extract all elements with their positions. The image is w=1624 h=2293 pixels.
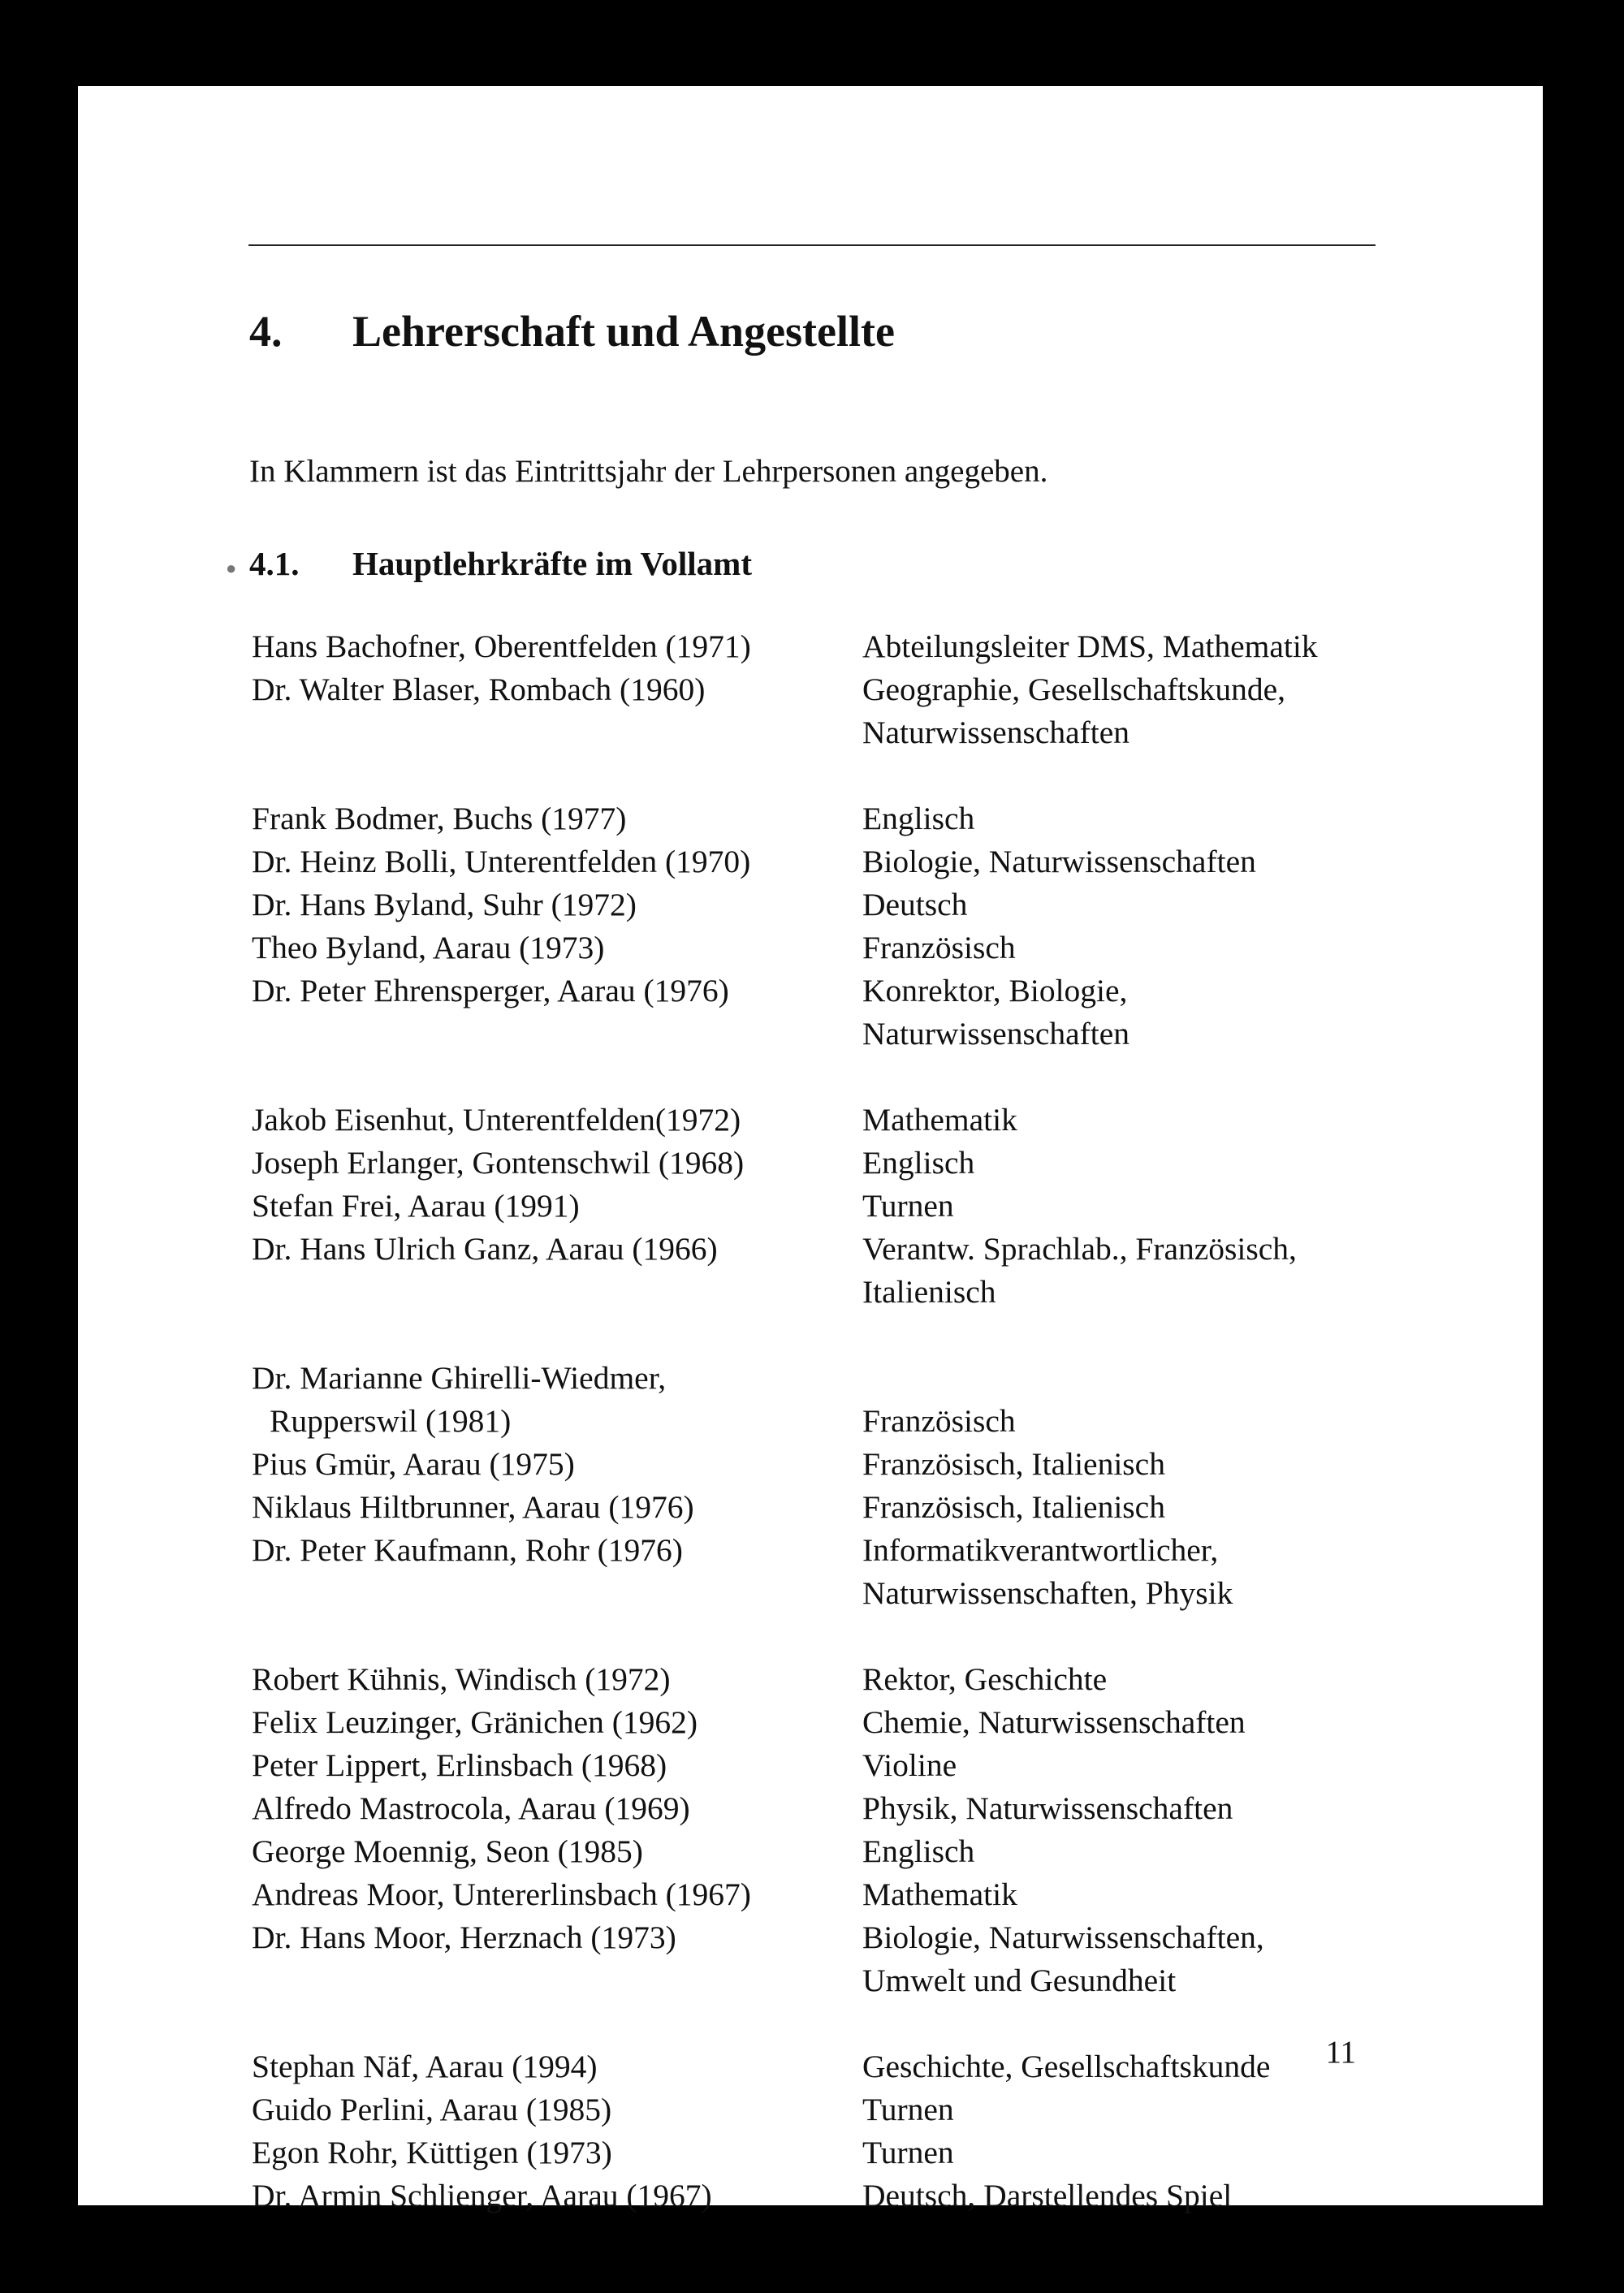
staff-name <box>252 883 862 926</box>
staff-name <box>252 1443 862 1486</box>
staff-entry <box>252 1830 1470 1873</box>
staff-entry <box>252 1099 1470 1142</box>
staff-name-line: Peter Lippert, Erlinsbach (1968) <box>252 1747 667 1783</box>
staff-entry <box>252 668 1470 754</box>
staff-name-continuation: Rupperswil (1981) <box>270 1403 512 1439</box>
staff-name <box>252 926 862 969</box>
staff-subjects <box>862 883 1463 926</box>
staff-name <box>252 1830 862 1873</box>
staff-entry <box>252 883 1470 926</box>
section-title: Hauptlehrkräfte im Vollamt <box>352 545 752 582</box>
staff-subjects <box>862 1357 1463 1443</box>
staff-entry <box>252 2045 1470 2088</box>
subject-line: Französisch, Italienisch <box>862 1446 1165 1482</box>
staff-entry <box>252 2088 1470 2131</box>
staff-name-line: Dr. Walter Blaser, Rombach (1960) <box>252 671 706 707</box>
staff-subjects <box>862 625 1463 668</box>
staff-name-line: Dr. Armin Schlienger, Aarau (1967) <box>252 2178 712 2213</box>
staff-name <box>252 797 862 840</box>
staff-name <box>252 1357 862 1443</box>
margin-mark: ● <box>226 558 237 578</box>
staff-name-line: Dr. Hans Moor, Herznach (1973) <box>252 1919 676 1955</box>
staff-name <box>252 2131 862 2174</box>
staff-name <box>252 1142 862 1185</box>
staff-subjects <box>862 1830 1463 1873</box>
staff-name-line: Joseph Erlanger, Gontenschwil (1968) <box>252 1145 745 1181</box>
staff-entry <box>252 1228 1470 1314</box>
staff-name <box>252 1744 862 1787</box>
chapter-number: 4. <box>249 307 283 356</box>
staff-subjects <box>862 1916 1463 2002</box>
subject-line: Englisch <box>862 801 975 836</box>
staff-name <box>252 1486 862 1529</box>
staff-entry <box>252 1357 1470 1443</box>
subject-line: Englisch <box>862 1145 975 1181</box>
staff-subjects <box>862 2131 1463 2174</box>
document-page <box>78 86 1543 2213</box>
staff-name <box>252 1099 862 1142</box>
subject-line: Naturwissenschaften <box>862 715 1130 750</box>
staff-name <box>252 1529 862 1615</box>
staff-entry <box>252 1486 1470 1529</box>
staff-name <box>252 2088 862 2131</box>
staff-name-line: Dr. Peter Kaufmann, Rohr (1976) <box>252 1532 683 1568</box>
staff-name <box>252 1658 862 1701</box>
page-number: 11 <box>1325 2035 1356 2070</box>
section-number: 4.1. <box>249 545 300 582</box>
staff-name <box>252 840 862 883</box>
staff-subjects <box>862 840 1463 883</box>
staff-name <box>252 1701 862 1744</box>
staff-name <box>252 969 862 1056</box>
staff-name <box>252 2045 862 2088</box>
header-rule <box>248 244 1376 246</box>
staff-name-line: Felix Leuzinger, Gränichen (1962) <box>252 1704 698 1740</box>
staff-subjects <box>862 1486 1463 1529</box>
subject-line: Französisch <box>862 930 1016 965</box>
staff-name <box>252 1228 862 1314</box>
staff-subjects <box>862 797 1463 840</box>
staff-subjects <box>862 1443 1463 1486</box>
staff-entry <box>252 1701 1470 1744</box>
subject-line: Englisch <box>862 1833 975 1869</box>
staff-subjects <box>862 1142 1463 1185</box>
staff-entry <box>252 797 1470 840</box>
staff-name-line: Dr. Hans Ulrich Ganz, Aarau (1966) <box>252 1231 718 1267</box>
staff-name <box>252 1916 862 2002</box>
subject-line: Deutsch, Darstellendes Spiel <box>862 2178 1233 2213</box>
staff-subjects <box>862 1744 1463 1787</box>
subject-line: Rektor, Geschichte <box>862 1661 1108 1697</box>
staff-entry <box>252 625 1470 668</box>
subject-line: Naturwissenschaften <box>862 1016 1130 1051</box>
subject-line: Italienisch <box>862 1274 996 1310</box>
staff-name-line: Pius Gmür, Aarau (1975) <box>252 1446 575 1482</box>
subject-line: Turnen <box>862 2135 954 2170</box>
staff-subjects <box>862 1099 1463 1142</box>
staff-name <box>252 2174 862 2217</box>
staff-name <box>252 1873 862 1916</box>
staff-name-line: Dr. Heinz Bolli, Unterentfelden (1970) <box>252 844 751 879</box>
subject-line: Geographie, Gesellschaftskunde, <box>862 671 1286 707</box>
staff-entry <box>252 1185 1470 1228</box>
staff-name-line: Robert Kühnis, Windisch (1972) <box>252 1661 671 1697</box>
staff-subjects <box>862 2045 1463 2088</box>
staff-list <box>252 625 1470 2217</box>
subject-spacer <box>862 1357 1463 1400</box>
staff-subjects <box>862 2088 1463 2131</box>
subject-line: Biologie, Naturwissenschaften, <box>862 1919 1264 1955</box>
subject-line: Konrektor, Biologie, <box>862 973 1128 1008</box>
staff-name <box>252 1185 862 1228</box>
staff-name-line: Hans Bachofner, Oberentfelden (1971) <box>252 628 751 664</box>
staff-name <box>252 1787 862 1830</box>
staff-name-line: George Moennig, Seon (1985) <box>252 1833 643 1869</box>
staff-entry <box>252 1529 1470 1615</box>
subject-line: Französisch, Italienisch <box>862 1489 1165 1525</box>
subject-line: Mathematik <box>862 1876 1017 1912</box>
staff-subjects <box>862 1701 1463 1744</box>
staff-entry <box>252 840 1470 883</box>
staff-name <box>252 625 862 668</box>
staff-name-line: Egon Rohr, Küttigen (1973) <box>252 2135 612 2170</box>
staff-entry <box>252 2174 1470 2217</box>
staff-entry <box>252 1744 1470 1787</box>
staff-name-line: Andreas Moor, Untererlinsbach (1967) <box>252 1876 751 1912</box>
staff-name-line: Frank Bodmer, Buchs (1977) <box>252 801 627 836</box>
intro-text: In Klammern ist das Eintrittsjahr der Lehrpersonen angegeben. <box>249 454 1048 489</box>
staff-entry <box>252 926 1470 969</box>
staff-entry <box>252 2131 1470 2174</box>
subject-line: Violine <box>862 1747 957 1783</box>
staff-entry <box>252 1658 1470 1701</box>
staff-entry <box>252 969 1470 1056</box>
subject-line: Chemie, Naturwissenschaften <box>862 1704 1246 1740</box>
staff-name-line: Jakob Eisenhut, Unterentfelden(1972) <box>252 1102 741 1138</box>
subject-line: Abteilungsleiter DMS, Mathematik <box>862 628 1318 664</box>
staff-subjects <box>862 1873 1463 1916</box>
staff-subjects <box>862 926 1463 969</box>
subject-line: Mathematik <box>862 1102 1017 1138</box>
staff-name-line: Alfredo Mastrocola, Aarau (1969) <box>252 1790 690 1826</box>
staff-subjects <box>862 2174 1463 2217</box>
staff-name-line: Niklaus Hiltbrunner, Aarau (1976) <box>252 1489 694 1525</box>
staff-subjects <box>862 668 1463 754</box>
staff-subjects <box>862 969 1463 1056</box>
staff-name-line: Stephan Näf, Aarau (1994) <box>252 2049 598 2084</box>
subject-line: Turnen <box>862 1188 954 1224</box>
staff-subjects <box>862 1529 1463 1615</box>
subject-line: Turnen <box>862 2092 954 2127</box>
subject-line: Biologie, Naturwissenschaften <box>862 844 1256 879</box>
staff-subjects <box>862 1185 1463 1228</box>
staff-name-line: Guido Perlini, Aarau (1985) <box>252 2092 612 2127</box>
staff-subjects <box>862 1228 1463 1314</box>
staff-subjects <box>862 1787 1463 1830</box>
subject-line: Umwelt und Gesundheit <box>862 1963 1177 1998</box>
subject-line: Informatikverantwortlicher, <box>862 1532 1219 1568</box>
staff-name-line: Dr. Hans Byland, Suhr (1972) <box>252 887 637 922</box>
subject-line: Naturwissenschaften, Physik <box>862 1575 1233 1611</box>
subject-line: Verantw. Sprachlab., Französisch, <box>862 1231 1297 1267</box>
staff-entry <box>252 1443 1470 1486</box>
staff-entry <box>252 1873 1470 1916</box>
staff-entry <box>252 1142 1470 1185</box>
subject-line: Deutsch <box>862 887 968 922</box>
subject-line: Französisch <box>862 1403 1016 1439</box>
subject-line: Geschichte, Gesellschaftskunde <box>862 2049 1271 2084</box>
staff-name-line: Dr. Peter Ehrensperger, Aarau (1976) <box>252 973 729 1008</box>
chapter-title: Lehrerschaft und Angestellte <box>352 307 895 356</box>
staff-name-line: Dr. Marianne Ghirelli-Wiedmer, <box>252 1360 667 1396</box>
staff-entry <box>252 1916 1470 2002</box>
staff-name-line: Stefan Frei, Aarau (1991) <box>252 1188 580 1224</box>
subject-line: Physik, Naturwissenschaften <box>862 1790 1233 1826</box>
staff-name-line: Theo Byland, Aarau (1973) <box>252 930 605 965</box>
staff-subjects <box>862 1658 1463 1701</box>
staff-name <box>252 668 862 754</box>
staff-entry <box>252 1787 1470 1830</box>
